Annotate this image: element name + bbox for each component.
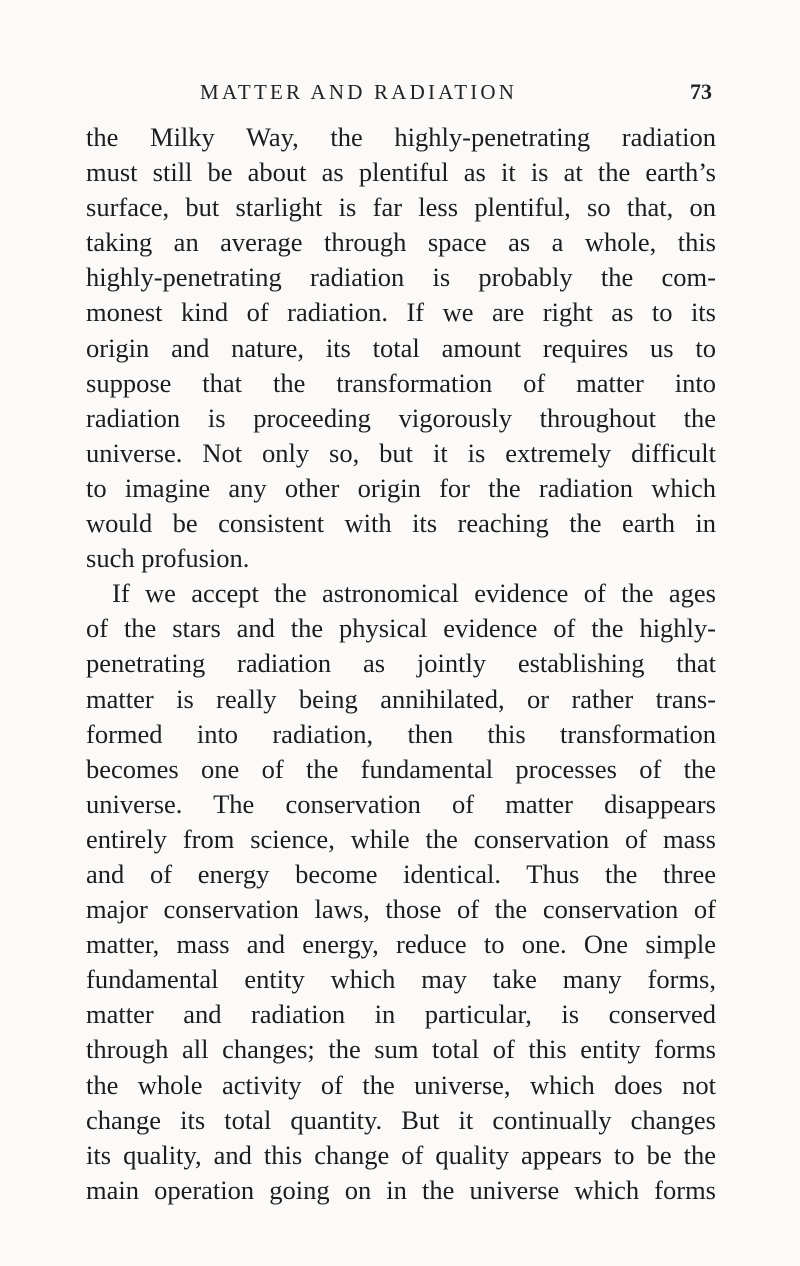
text-line: the Milky Way, the highly-penetrating radiation — [86, 122, 716, 152]
text-line: of the stars and the physical evidence of the highly- — [86, 613, 716, 644]
text-line: universe. Not only so, but it is extremely difficult — [86, 437, 716, 468]
text-line: formed into radiation, then this transformation — [86, 718, 716, 749]
text-line: matter, mass and energy, reduce to one. One simple — [86, 929, 716, 960]
body-text — [86, 120, 716, 1208]
running-head-title: MATTER AND RADIATION — [200, 80, 518, 104]
text-line: to imagine any other origin for the radiation which — [86, 472, 716, 503]
text-line: becomes one of the fundamental processes of the — [86, 753, 716, 784]
paragraph-start-line: If we accept the astronomical evidence of the ages — [112, 578, 716, 609]
text-line: highly-penetrating radiation is probably the com- — [86, 262, 716, 293]
text-line: and of energy become identical. Thus the three — [86, 858, 716, 889]
text-line: matter and radiation in particular, is conserved — [86, 999, 716, 1030]
text-line: fundamental entity which may take many forms, — [86, 964, 716, 995]
text-line: must still be about as plentiful as it is at the earth’s — [86, 157, 716, 188]
page-number: 73 — [690, 79, 712, 104]
text-line: change its total quantity. But it continually changes — [86, 1104, 716, 1135]
text-line: major conservation laws, those of the conservation of — [86, 894, 716, 925]
text-line: surface, but starlight is far less plentiful, so that, on — [86, 192, 716, 223]
text-line: main operation going on in the universe which forms — [86, 1174, 716, 1205]
text-line: through all changes; the sum total of this entity forms — [86, 1034, 716, 1065]
text-line: radiation is proceeding vigorously throughout the — [86, 402, 716, 433]
text-line: entirely from science, while the conservation of mass — [86, 823, 716, 854]
text-line: universe. The conservation of matter disappears — [86, 788, 716, 819]
text-line: taking an average through space as a whole, this — [86, 227, 716, 258]
text-line: its quality, and this change of quality appears to be the — [86, 1139, 716, 1170]
paragraph-end-line: such profusion. — [86, 543, 250, 574]
text-line: monest kind of radiation. If we are right as to its — [86, 297, 716, 328]
text-line: matter is really being annihilated, or rather trans- — [86, 683, 716, 714]
text-line: suppose that the transformation of matter into — [86, 367, 716, 398]
text-line: penetrating radiation as jointly establishing that — [86, 648, 716, 679]
text-line: the whole activity of the universe, which does not — [86, 1069, 716, 1100]
text-line: would be consistent with its reaching the earth in — [86, 508, 716, 539]
text-line: origin and nature, its total amount requires us to — [86, 332, 716, 363]
